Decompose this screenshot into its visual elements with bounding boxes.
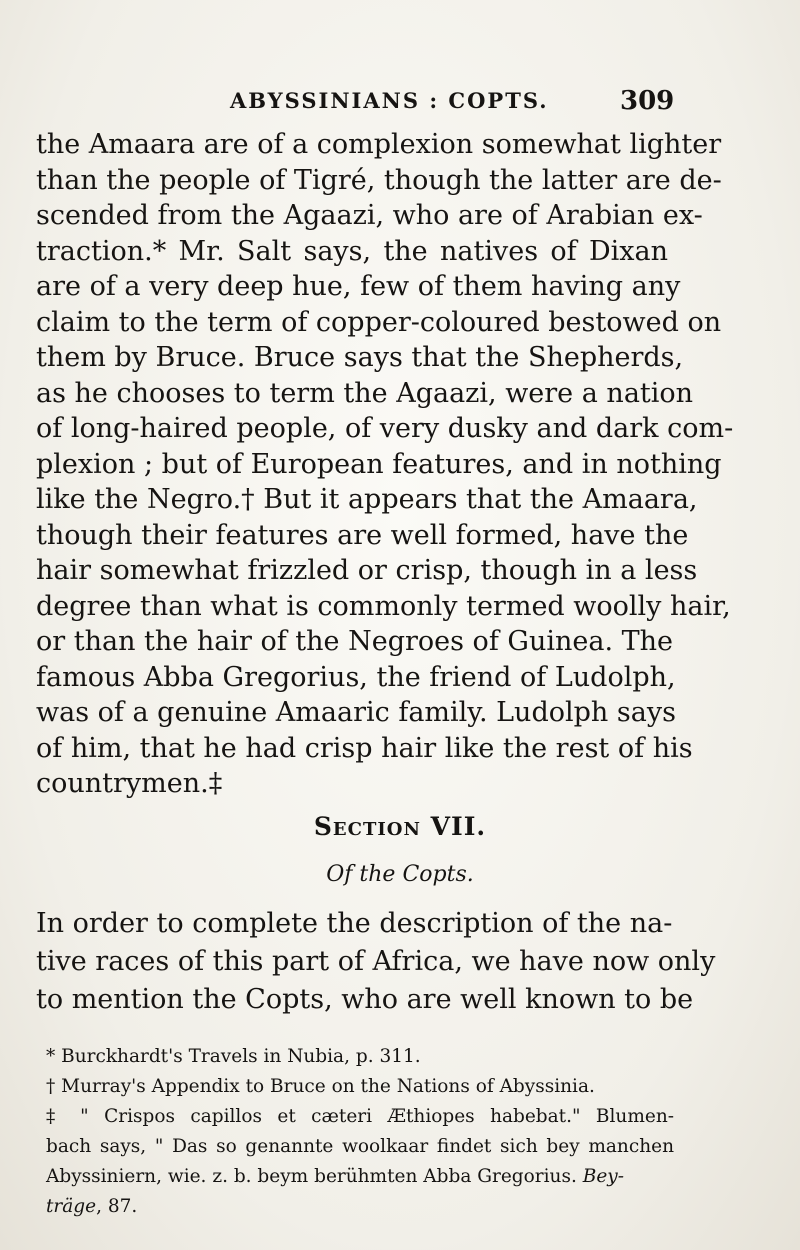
running-title: ABYSSINIANS : COPTS.: [230, 88, 549, 113]
text-line: was of a genuine Amaaric family. Ludolph says: [36, 697, 676, 728]
footnote: * Burckhardt's Travels in Nubia, p. 311.: [46, 1046, 421, 1067]
text-line: to mention the Copts, who are well known to be: [36, 984, 694, 1015]
text-line: plexion ; but of European features, and in nothing: [36, 448, 722, 480]
text-line: In order to complete the description of the na-: [36, 908, 673, 939]
footnote: bach says, " Das so genannte woolkaar findet sich bey manchen: [46, 1136, 674, 1157]
text-line: of long-haired people, of very dusky and dark com-: [36, 413, 734, 444]
footnote-text: Abyssiniern, wie. z. b. beym berühmten Abba Gregorius.: [46, 1166, 577, 1187]
paragraph-1: [36, 127, 734, 802]
text-line: scended from the Agaazi, who are of Arabian ex-: [36, 200, 703, 231]
footnote-italic: Bey-: [582, 1166, 624, 1187]
footnote-italic: träge: [46, 1196, 97, 1217]
text-line: hair somewhat frizzled or crisp, though in a less: [36, 555, 698, 586]
text-line: than the people of Tigré, though the latter are de-: [36, 164, 722, 196]
paragraph-2: [36, 905, 716, 1019]
text-line: though their features are well formed, have the: [36, 519, 689, 551]
footnote: † Murray's Appendix to Bruce on the Nations of Abyssinia.: [46, 1076, 595, 1097]
section-subtitle: Of the Copts.: [326, 862, 474, 887]
text-line: or than the hair of the Negroes of Guinea. The: [36, 626, 673, 657]
footnote-line: [46, 1162, 674, 1192]
footnote-line: [46, 1192, 674, 1222]
text-line: claim to the term of copper-coloured bestowed on: [36, 306, 722, 338]
footnote: ‡ " Crispos capillos et cæteri Æthiopes habebat." Blumen-: [46, 1106, 674, 1127]
text-line: degree than what is commonly termed woolly hair,: [36, 590, 731, 622]
page-number: 309: [620, 86, 675, 116]
text-line: countrymen.‡: [36, 768, 223, 799]
text-line: them by Bruce. Bruce says that the Shepherds,: [36, 342, 684, 373]
text-line: famous Abba Gregorius, the friend of Ludolph,: [36, 661, 676, 693]
text-line: like the Negro.† But it appears that the Amaara,: [36, 484, 698, 515]
text-line: of him, that he had crisp hair like the rest of his: [36, 732, 693, 764]
footnotes: [46, 1042, 674, 1222]
text-line: as he chooses to term the Agaazi, were a nation: [36, 377, 694, 409]
text-line: the Amaara are of a complexion somewhat lighter: [36, 129, 722, 160]
text-line: tive races of this part of Africa, we have now only: [36, 946, 716, 977]
section-heading: Section VII.: [313, 812, 487, 841]
footnote-text: , 87.: [96, 1196, 138, 1217]
text-line: are of a very deep hue, few of them having any: [36, 271, 681, 302]
text-line: traction.* Mr. Salt says, the natives of Dixan: [36, 235, 668, 267]
